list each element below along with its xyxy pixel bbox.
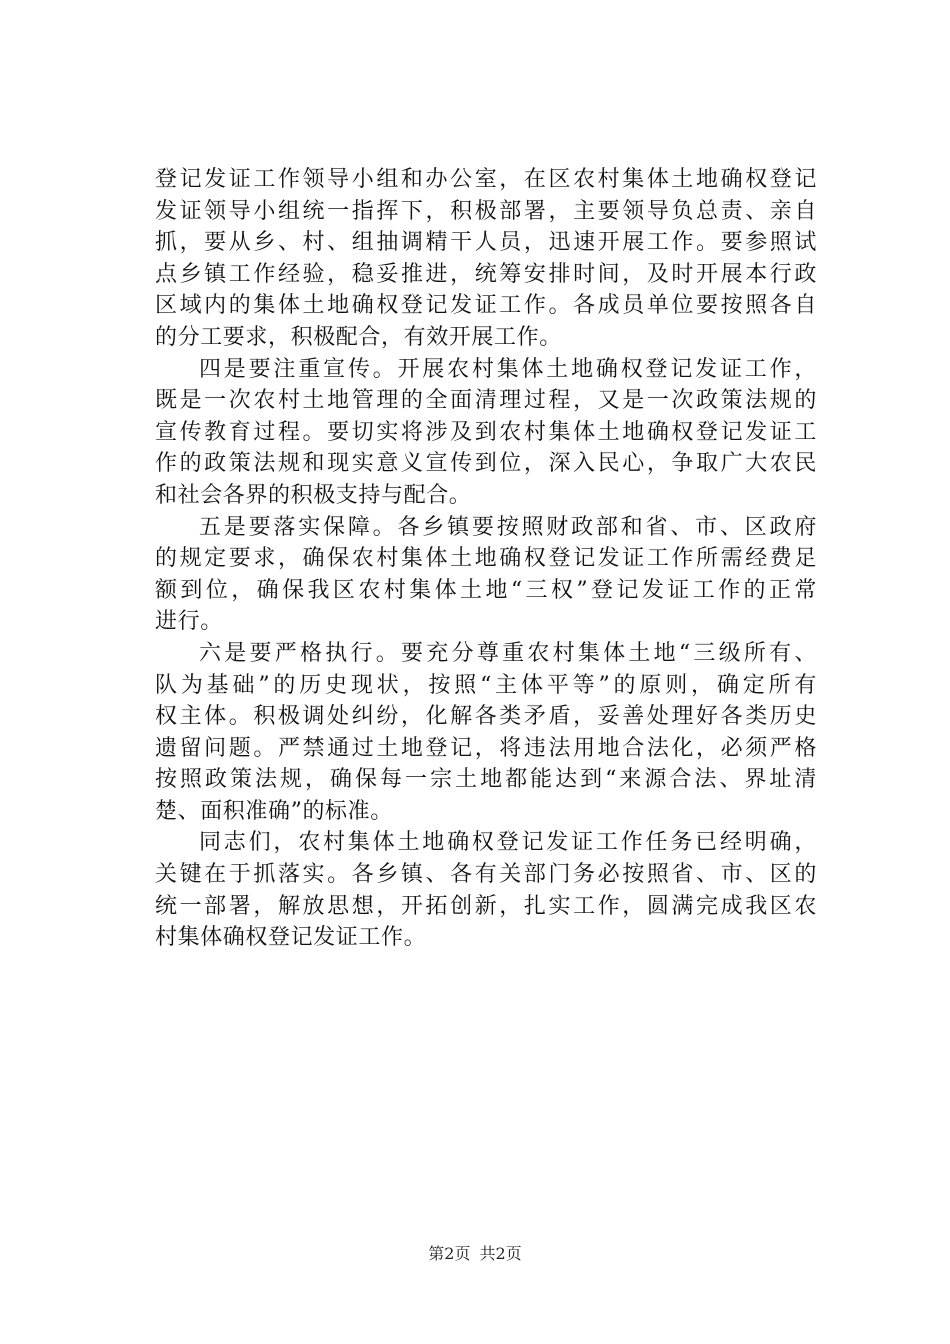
- text-line: 同志们，农村集体土地确权登记发证工作任务已经明确，: [199, 830, 817, 856]
- text-line: 队为基础”的历史现状，按照“主体平等”的原则，确定所有: [155, 672, 817, 698]
- text-line: 点乡镇工作经验，稳妥推进，统筹安排时间，及时开展本行政: [155, 261, 817, 287]
- text-line: 发证领导小组统一指挥下，积极部署，主要领导负总责、亲自: [155, 198, 817, 224]
- text-line: 六是要严格执行。要充分尊重农村集体土地“三级所有、: [199, 640, 817, 666]
- text-line: 关键在于抓落实。各乡镇、各有关部门务必按照省、市、区的: [155, 862, 817, 888]
- text-line: 宣传教育过程。要切实将涉及到农村集体土地确权登记发证工: [155, 419, 817, 445]
- text-line: 统一部署，解放思想，开拓创新，扎实工作，圆满完成我区农: [155, 893, 817, 919]
- text-line: 的规定要求，确保农村集体土地确权登记发证工作所需经费足: [155, 546, 817, 572]
- text-line: 权主体。积极调处纠纷，化解各类矛盾，妥善处理好各类历史: [155, 704, 817, 730]
- text-line: 额到位，确保我区农村集体土地“三权”登记发证工作的正常: [155, 577, 817, 603]
- text-line: 遗留问题。严禁通过土地登记，将违法用地合法化，必须严格: [155, 735, 817, 761]
- text-line: 进行。: [155, 609, 223, 635]
- text-line: 按照政策法规，确保每一宗土地都能达到“来源合法、界址清: [155, 767, 817, 793]
- text-line: 作的政策法规和现实意义宣传到位，深入民心，争取广大农民: [155, 451, 817, 477]
- text-line: 楚、面积准确”的标准。: [155, 798, 393, 824]
- text-line: 和社会各界的积极支持与配合。: [155, 482, 472, 508]
- text-line: 登记发证工作领导小组和办公室，在区农村集体土地确权登记: [155, 167, 817, 192]
- text-line: 村集体确权登记发证工作。: [155, 925, 427, 951]
- text-line: 四是要注重宣传。开展农村集体土地确权登记发证工作，: [199, 356, 817, 382]
- text-line: 抓，要从乡、村、组抽调精干人员，迅速开展工作。要参照试: [155, 230, 817, 256]
- text-line: 的分工要求，积极配合，有效开展工作。: [155, 324, 562, 350]
- text-line: 既是一次农村土地管理的全面清理过程，又是一次政策法规的: [155, 388, 817, 414]
- text-line: 五是要落实保障。各乡镇要按照财政部和省、市、区政府: [199, 514, 817, 540]
- document-body: [155, 164, 817, 954]
- page-footer: 第2页 共2页: [428, 1244, 522, 1263]
- text-line: 区域内的集体土地确权登记发证工作。各成员单位要按照各自: [155, 293, 817, 319]
